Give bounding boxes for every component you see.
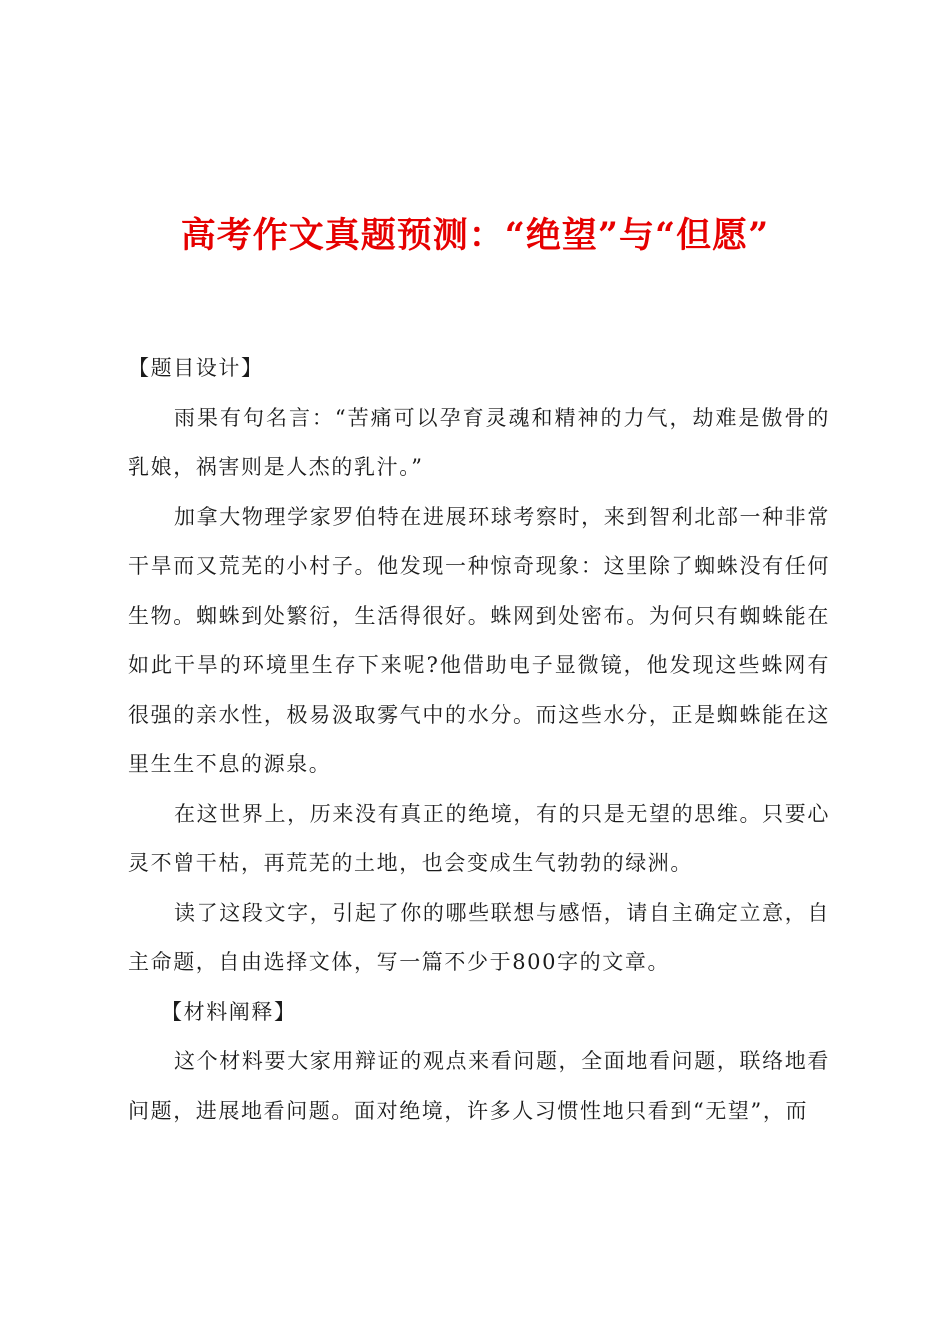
body-paragraph: 雨果有句名言：“苦痛可以孕育灵魂和精神的力气，劫难是傲骨的乳娘，祸害则是人杰的乳汁。”: [128, 405, 830, 479]
section-heading-design: 【题目设计】: [128, 356, 264, 380]
section-heading-material: 【材料阐释】: [161, 999, 297, 1024]
document-body: [128, 344, 830, 1136]
body-paragraph: 加拿大物理学家罗伯特在进展环球考察时，来到智利北部一种非常干旱而又荒芜的小村子。他发现一种惊奇现象：这里除了蜘蛛没有任何生物。蜘蛛到处繁衍，生活得很好。蛛网到处密布。为何只有蜘蛛能在如此干旱的环境里生存下来呢?他借助电子显微镜，他发现这些蛛网有很强的亲水性，极易汲取雾气中的水分。而这些水分，正是蜘蛛能在这里生生不息的源泉。: [128, 504, 830, 776]
body-paragraph: 这个材料要大家用辩证的观点来看问题，全面地看问题，联络地看问题，进展地看问题。面对绝境，许多人习惯性地只看到“无望”，而: [128, 1049, 830, 1123]
body-paragraph: 读了这段文字，引起了你的哪些联想与感悟，请自主确定立意，自主命题，自由选择文体，写一篇不少于800字的文章。: [128, 900, 830, 974]
body-paragraph: 在这世界上，历来没有真正的绝境，有的只是无望的思维。只要心灵不曾干枯，再荒芜的土地，也会变成生气勃勃的绿洲。: [128, 801, 830, 875]
document-title: 高考作文真题预测：“绝望”与“但愿”: [180, 215, 770, 256]
